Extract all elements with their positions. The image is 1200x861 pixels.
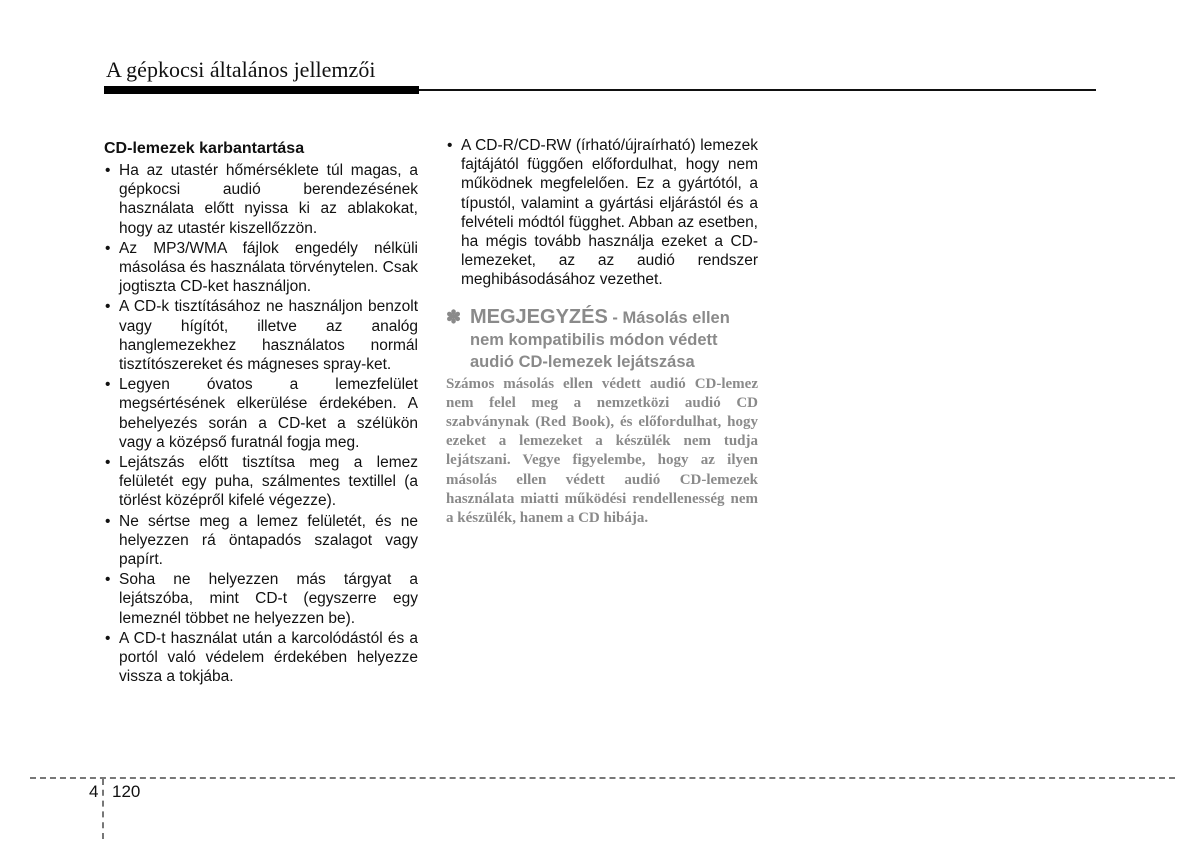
list-item: • Soha ne helyezzen más tárgyat a lejátszóba, mint CD-t (egyszerre egy lemeznél többet ne helyezzen be).	[104, 570, 418, 628]
asterisk-icon: ✽	[446, 306, 462, 327]
care-bullet-list	[104, 161, 418, 686]
right-column	[446, 136, 758, 528]
header-rule-accent	[104, 86, 419, 94]
note-body: Számos másolás ellen védett audió CD-lemez nem felel meg a nemzetközi audió CD szabványnak (Red Book), és előfordulhat, hogy ezeket a lemezeket a készülék nem tudja lejátszani. Vegye figyelembe, hogy az ilyen másolás ellen védett audió CD-lemezek használata miatti működési rendellenesség nem a készülék, hanem a CD hibája.	[446, 375, 758, 527]
left-column	[104, 139, 418, 687]
footer-divider	[30, 777, 1175, 779]
list-item: • A CD-R/CD-RW (írható/újraírható) lemezek fajtájától függően előfordulhat, hogy nem működnek megfelelően. Ez a gyártótól, a típustól, valamint a gyártási eljárástól és a felvételi módtól függhet. Abban az esetben, ha mégis tovább használja ezeket a CD-lemezeket, az az audió rendszer meghibásodásához vezethet.	[446, 136, 758, 290]
list-item: • Az MP3/WMA fájlok engedély nélküli másolása és használata törvénytelen. Csak jogtiszta CD-ket használjon.	[104, 239, 418, 297]
note-label: MEGJEGYZÉS	[470, 305, 608, 328]
section-title: CD-lemezek karbantartása	[104, 140, 305, 157]
list-item: • A CD-t használat után a karcolódástól és a portól való védelem érdekében helyezze vissza a tokjába.	[104, 629, 418, 687]
chapter-number: 4	[89, 782, 99, 801]
footer-divider-vertical	[102, 779, 104, 839]
list-item: • A CD-k tisztításához ne használjon benzolt vagy hígítót, illetve az analóg hanglemezekhez használatos normál tisztítószereket és mágneses spray-ket.	[104, 297, 418, 374]
page-number: 120	[112, 782, 141, 801]
list-item: • Ha az utastér hőmérséklete túl magas, a gépkocsi audió berendezésének használata előtt nyissa ki az ablakokat, hogy az utastér kiszellőzzön.	[104, 161, 418, 238]
note-heading	[446, 306, 758, 373]
list-item: • Lejátszás előtt tisztítsa meg a lemez felületét egy puha, szálmentes textillel (a törlést középről kifelé végezze).	[104, 453, 418, 511]
note-title: - Másolás ellen nem kompatibilis módon védett audió CD-lemezek lejátszása	[470, 308, 730, 371]
list-item: • Ne sértse meg a lemez felületét, és ne helyezzen rá öntapadós szalagot vagy papírt.	[104, 512, 418, 570]
list-item: • Legyen óvatos a lemezfelület megsértésének elkerülése érdekében. A behelyezés során a CD-ket a szélükön vagy a középső furatnál fogja meg.	[104, 375, 418, 452]
page-header-title: A gépkocsi általános jellemzői	[106, 57, 376, 82]
cdr-bullet-list	[446, 136, 758, 290]
